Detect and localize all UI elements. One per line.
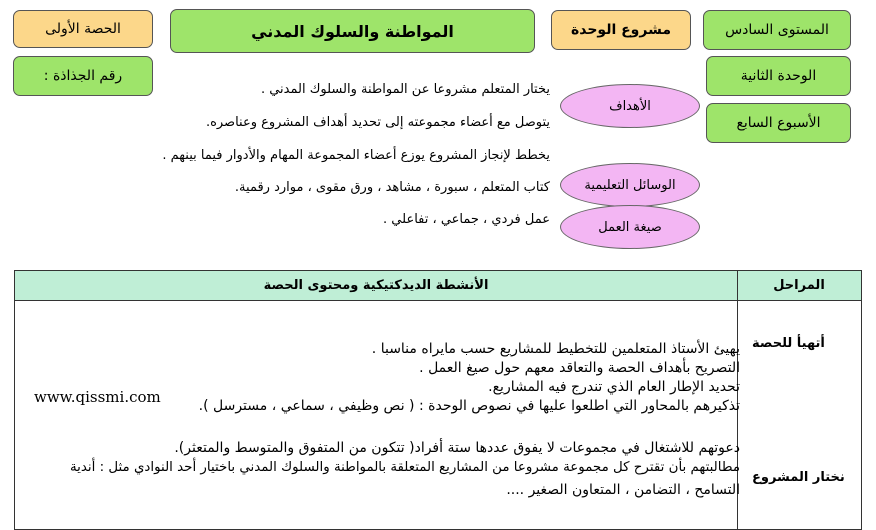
- stages-header: المراحل: [737, 271, 861, 301]
- materials-text: كتاب المتعلم ، سبورة ، مشاهد ، ورق مقوى ، موارد رقمية.: [234, 180, 550, 195]
- objective-line: يخطط لإنجاز المشروع يوزع أعضاء المجموعة المهام والأدوار فيما بينهم .: [162, 148, 550, 163]
- objective-line: يختار المتعلم مشروعا عن المواطنة والسلوك المدني .: [260, 82, 550, 97]
- project-unit-badge: مشروع الوحدة: [551, 10, 691, 50]
- activity-line: التسامح ، التضامن ، المتعاون الصغير ....: [506, 482, 740, 498]
- activity-line: تحديد الإطار العام الذي تندرج فيه المشاريع.: [488, 379, 740, 395]
- objective-line: يتوصل مع أعضاء مجموعته إلى تحديد أهداف المشروع وعناصره.: [205, 115, 550, 130]
- stage-choose-project: نختار المشروع: [752, 470, 845, 485]
- objectives-label: الأهداف: [560, 84, 700, 128]
- level-badge: المستوى السادس: [703, 10, 851, 50]
- activity-line: يهيئ الأستاذ المتعلمين للتخطيط للمشاريع حسب مايراه مناسبا .: [371, 341, 740, 357]
- materials-label: الوسائل التعليمية: [560, 163, 700, 207]
- activity-line: دعوتهم للاشتغال في مجموعات لا يفوق عددها ستة أفراد( تتكون من المتفوق والمتوسط والمتعثر).: [174, 440, 740, 456]
- website-watermark: www.qissmi.com: [34, 388, 161, 406]
- activities-header: الأنشطة الديدكتيكية ومحتوى الحصة: [15, 271, 737, 301]
- unit-badge: الوحدة الثانية: [706, 56, 851, 96]
- activity-line: تذكيرهم بالمحاور التي اطلعوا عليها في نصوص الوحدة : ( نص وظيفي ، سماعي ، مسترسل ).: [198, 398, 740, 414]
- activity-line: التصريح بأهداف الحصة والتعاقد معهم حول صيغ العمل .: [419, 360, 740, 376]
- page-title: المواطنة والسلوك المدني: [170, 9, 535, 53]
- card-number-field: رقم الجذاذة :: [13, 56, 153, 96]
- work-mode-text: عمل فردي ، جماعي ، تفاعلي .: [383, 212, 550, 227]
- work-mode-label: صيغة العمل: [560, 205, 700, 249]
- week-badge: الأسبوع السابع: [706, 103, 851, 143]
- session-badge: الحصة الأولى: [13, 10, 153, 48]
- stage-warmup: أتهيأ للحصة: [752, 336, 825, 351]
- activity-line: مطالبتهم بأن تقترح كل مجموعة مشروعا من المشاريع المتعلقة بالمواطنة والسلوك المدني باختيار أحد النوادي مثل : أندية: [69, 460, 740, 475]
